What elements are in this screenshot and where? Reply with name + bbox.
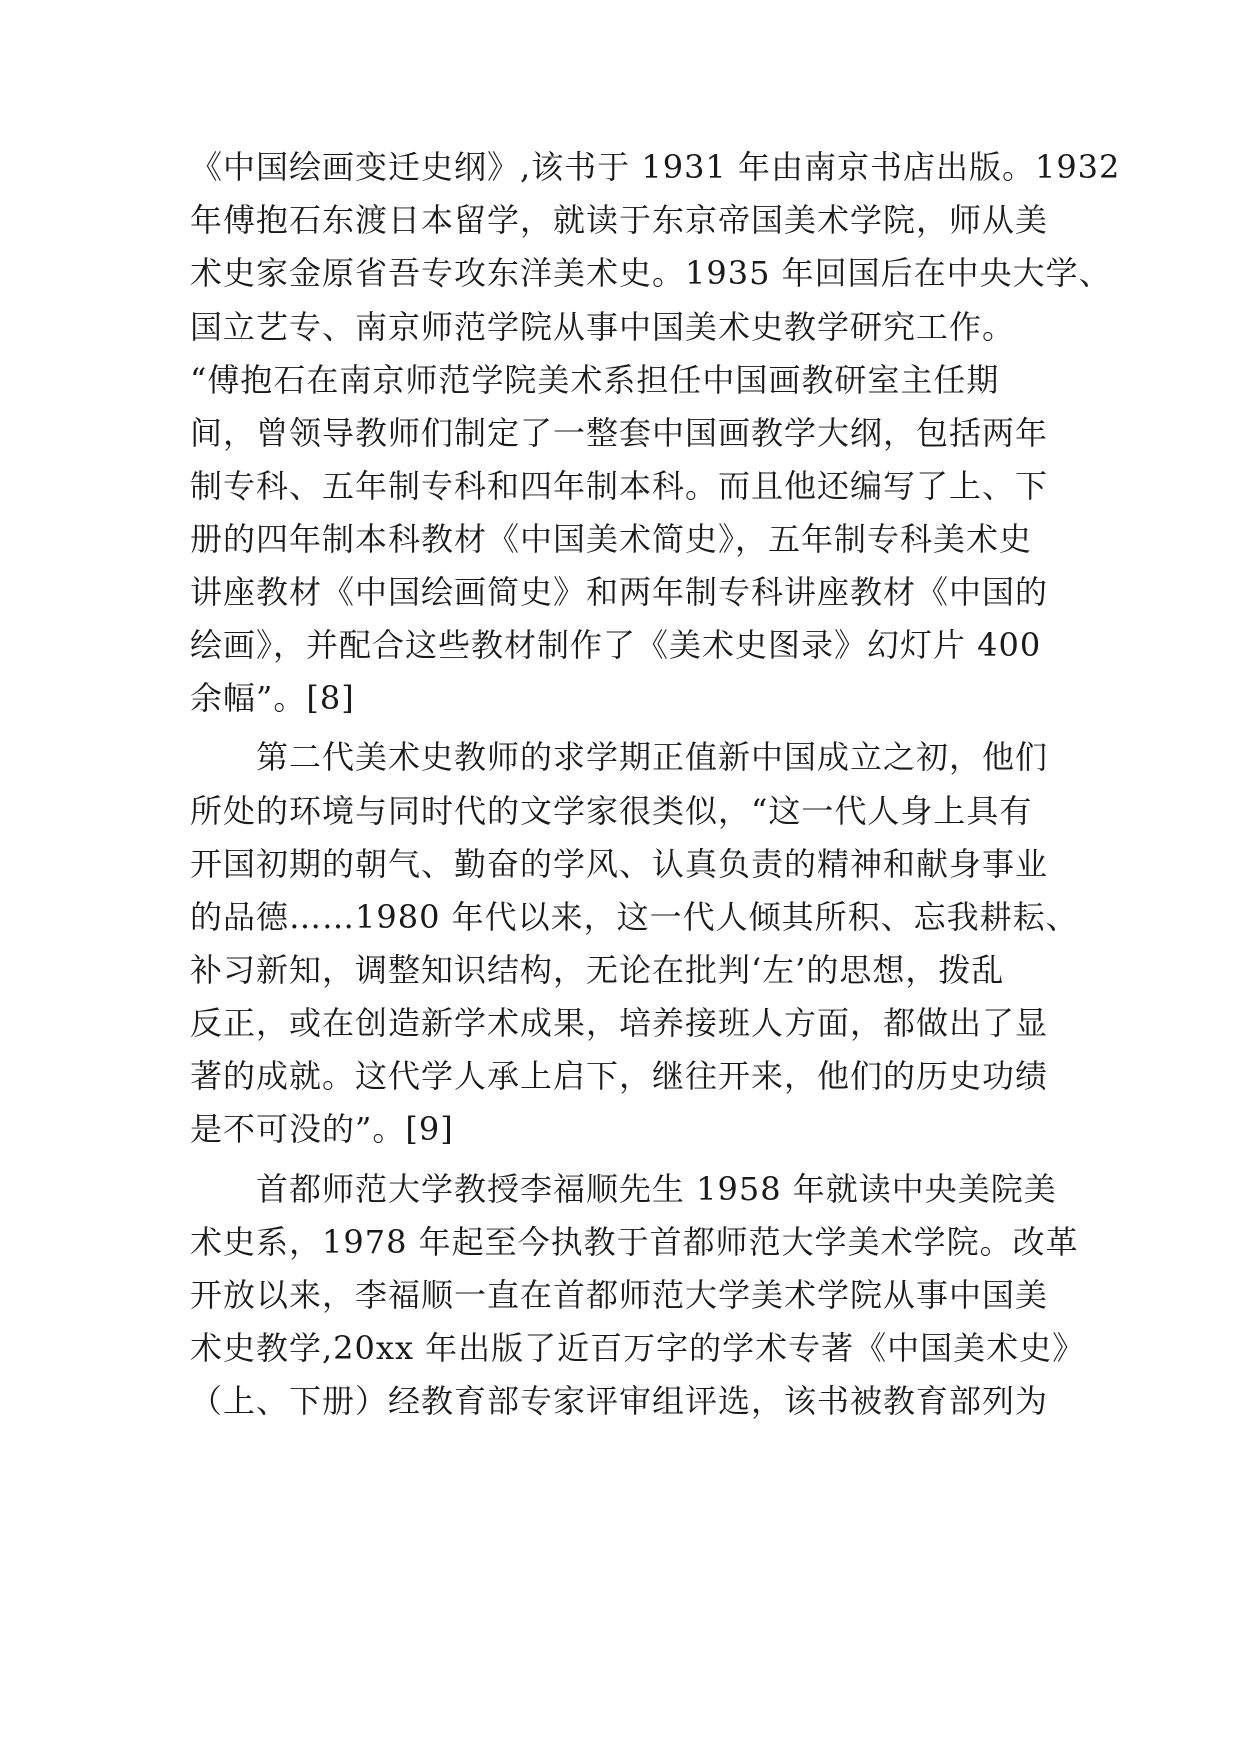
text-line: 讲座教材《中国绘画简史》和两年制专科讲座教材《中国的 — [190, 573, 1049, 611]
text-line: 余幅”。[8] — [190, 679, 355, 717]
text-line: 制专科、五年制专科和四年制本科。而且他还编写了上、下 — [190, 467, 1049, 505]
text-line: 册的四年制本科教材《中国美术简史》，五年制专科美术史 — [190, 520, 1033, 558]
text-line: 年傅抱石东渡日本留学，就读于东京帝国美术学院，师从美 — [190, 201, 1049, 239]
text-line: 开放以来，李福顺一直在首都师范大学美术学院从事中国美 — [190, 1276, 1049, 1314]
text-line: （上、下册）经教育部专家评审组评选，该书被教育部列为 — [190, 1382, 1049, 1420]
text-line: 绘画》，并配合这些教材制作了《美术史图录》幻灯片 400 — [190, 626, 1042, 664]
text-line: 补习新知，调整知识结构，无论在批判‘左’的思想，拨乱 — [190, 951, 1005, 989]
text-line: 国立艺专、南京师范学院从事中国美术史教学研究工作。 — [190, 308, 1016, 346]
paragraph-first-line: 首都师范大学教授李福顺先生 1958 年就读中央美院美 — [256, 1170, 1057, 1208]
text-line: 间，曾领导教师们制定了一整套中国画教学大纲，包括两年 — [190, 414, 1049, 452]
text-line: 著的成就。这代学人承上启下，继往开来，他们的历史功绩 — [190, 1057, 1049, 1095]
text-line: 开国初期的朝气、勤奋的学风、认真负责的精神和献身事业 — [190, 845, 1049, 883]
text-line: 术史系，1978 年起至今执教于首都师范大学美术学院。改革 — [190, 1223, 1079, 1261]
text-line: 《中国绘画变迁史纲》,该书于 1931 年由南京书店出版。1932 — [190, 148, 1121, 186]
text-line: 所处的环境与同时代的文学家很类似，“这一代人身上具有 — [190, 792, 1033, 830]
text-line: 术史家金原省吾专攻东洋美术史。1935 年回国后在中央大学、 — [190, 254, 1112, 292]
text-line: 反正，或在创造新学术成果，培养接班人方面，都做出了显 — [190, 1004, 1049, 1042]
text-line: “傅抱石在南京师范学院美术系担任中国画教研室主任期 — [190, 361, 1000, 399]
text-line: 的品德……1980 年代以来，这一代人倾其所积、忘我耕耘、 — [190, 898, 1079, 936]
paragraph-first-line: 第二代美术史教师的求学期正值新中国成立之初，他们 — [256, 738, 1049, 776]
text-line: 术史教学,20xx 年出版了近百万字的学术专著《中国美术史》 — [190, 1329, 1086, 1367]
text-line: 是不可没的”。[9] — [190, 1110, 454, 1148]
